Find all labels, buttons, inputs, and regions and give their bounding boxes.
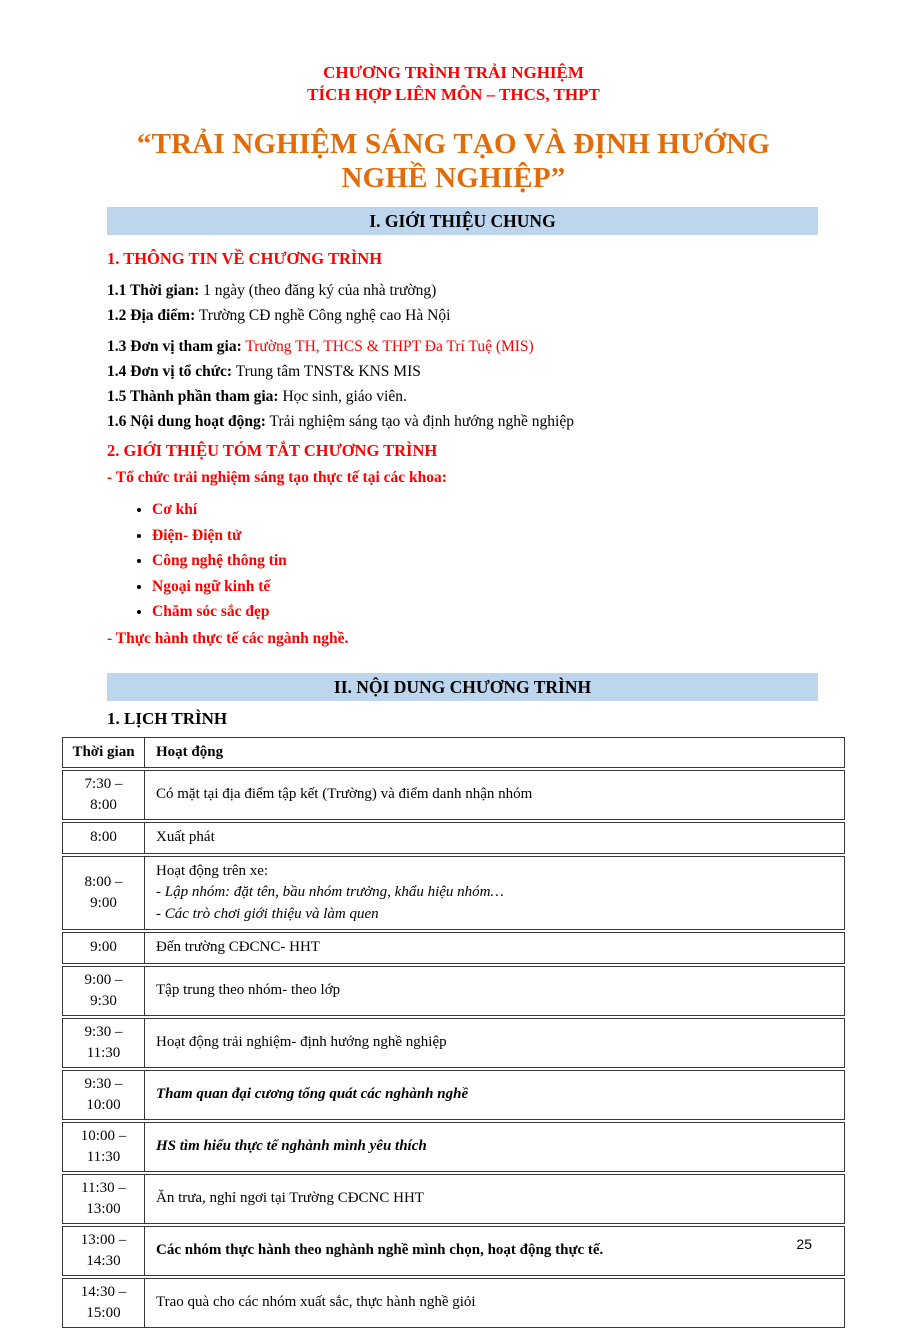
info-value: Học sinh, giáo viên.: [278, 388, 407, 405]
time-cell: [63, 1227, 145, 1275]
table-row: [62, 1122, 845, 1172]
table-row: [62, 822, 845, 854]
info-label: 1.3 Đơn vị tham gia:: [107, 338, 242, 355]
header-line-1: CHƯƠNG TRÌNH TRẢI NGHIỆM: [323, 63, 584, 82]
table-row: [62, 770, 845, 820]
main-title-line-2: NGHỀ NGHIỆP”: [341, 162, 566, 194]
info-line-location: [107, 303, 845, 328]
info-label: 1.2 Địa điểm:: [107, 307, 196, 324]
time-text: 10:00 –: [80, 1127, 127, 1144]
activity-text: Ăn trưa, nghỉ ngơi tại Trường CĐCNC HHT: [156, 1189, 424, 1206]
bullet-text: Chăm sóc sắc đẹp: [152, 603, 270, 620]
activity-text: Có mặt tại địa điểm tập kết (Trường) và điểm danh nhận nhóm: [156, 786, 533, 803]
time-cell: [63, 771, 145, 819]
activity-cell: [145, 1071, 844, 1119]
time-text: 14:30: [86, 1252, 121, 1269]
info-line-organizing-unit: [107, 359, 845, 384]
heading-program-info: 1. THÔNG TIN VỀ CHƯƠNG TRÌNH: [107, 249, 383, 268]
table-row: [62, 856, 845, 931]
time-cell: [63, 1071, 145, 1119]
time-cell: [63, 933, 145, 963]
activity-cell: [145, 823, 844, 853]
page-number: 25: [796, 1236, 812, 1252]
bullet-text: Công nghệ thông tin: [152, 552, 287, 569]
main-title: [62, 127, 845, 195]
list-item: [152, 574, 845, 600]
table-row: [62, 1070, 845, 1120]
table-row: [62, 1278, 845, 1328]
column-header-activity: Hoạt động: [156, 743, 224, 760]
time-text: 9:00: [90, 939, 117, 956]
time-cell: [63, 823, 145, 853]
activity-cell: [145, 1019, 844, 1067]
time-cell: [63, 967, 145, 1015]
info-label: 1.6 Nội dung hoạt động:: [107, 413, 266, 430]
summary-outro-line: - Thực hành thực tế các ngành nghề.: [107, 629, 349, 647]
activity-cell: [145, 1123, 844, 1171]
document-header: [62, 62, 845, 106]
heading-program-summary: 2. GIỚI THIỆU TÓM TẮT CHƯƠNG TRÌNH: [107, 441, 438, 460]
time-text: 13:00 –: [80, 1231, 127, 1248]
info-label: 1.5 Thành phần tham gia:: [107, 388, 279, 405]
list-item: [152, 497, 845, 523]
activity-cell: [145, 771, 844, 819]
activity-cell: [145, 967, 844, 1015]
time-text: 9:30 –: [84, 1075, 123, 1092]
bullet-text: Ngoại ngữ kinh tế: [152, 577, 271, 595]
header-line-2: TÍCH HỢP LIÊN MÔN – THCS, THPT: [307, 85, 600, 104]
info-value-highlighted: Trường TH, THCS & THPT Đa Trí Tuệ (MIS): [241, 338, 534, 355]
main-title-line-1: “TRẢI NGHIỆM SÁNG TẠO VÀ ĐỊNH HƯỚNG: [136, 128, 771, 160]
time-cell: [63, 1019, 145, 1067]
time-cell: [63, 1175, 145, 1223]
time-text: 10:00: [86, 1096, 121, 1113]
table-row: [62, 1018, 845, 1068]
activity-cell: [145, 857, 844, 930]
activity-text: Tham quan đại cương tổng quát các nghành nghề: [156, 1085, 469, 1102]
time-cell: [63, 857, 145, 930]
schedule-table: [62, 737, 845, 1328]
activity-cell: [145, 1279, 844, 1327]
time-cell: [63, 1123, 145, 1171]
time-text: 8:00: [90, 797, 117, 813]
time-text: 9:30: [90, 992, 117, 1009]
info-line-activity-content: [107, 409, 845, 434]
faculty-bullet-list: [62, 497, 845, 625]
info-label: 1.4 Đơn vị tổ chức:: [107, 363, 233, 380]
section-band-1: I. GIỚI THIỆU CHUNG: [107, 207, 818, 235]
time-text: 11:30 –: [81, 1179, 126, 1196]
activity-cell: [145, 1175, 844, 1223]
activity-text: - Lập nhóm: đặt tên, bầu nhóm trưởng, khẩu hiệu nhóm…: [156, 884, 504, 900]
list-item: [152, 523, 845, 549]
activity-text: Tập trung theo nhóm- theo lớp: [156, 981, 341, 998]
time-text: 9:00 –: [84, 971, 123, 988]
info-line-participating-unit: [107, 334, 845, 359]
activity-text: - Các trò chơi giới thiệu và làm quen: [156, 905, 379, 922]
activity-text: Các nhóm thực hành theo nghành nghề mình chọn, hoạt động thực tế.: [156, 1241, 604, 1258]
column-header-time: Thời gian: [63, 738, 145, 768]
time-text: 9:30 –: [84, 1023, 123, 1040]
info-value: 1 ngày (theo đăng ký của nhà trường): [199, 282, 437, 299]
activity-cell: [145, 933, 844, 963]
info-value: Trường CĐ nghề Công nghệ cao Hà Nội: [195, 307, 451, 324]
bullet-text: Cơ khí: [152, 501, 198, 518]
time-text: 9:00: [90, 894, 117, 911]
activity-text: Trao quà cho các nhóm xuất sắc, thực hành nghề giỏi: [156, 1293, 476, 1310]
info-value: Trải nghiệm sáng tạo và định hướng nghề nghiệp: [265, 413, 574, 430]
activity-text: Hoạt động trải nghiệm- định hướng nghề nghiệp: [156, 1033, 447, 1050]
list-item: [152, 548, 845, 574]
time-cell: [63, 1279, 145, 1327]
activity-text: Xuất phát: [156, 829, 215, 845]
document-body: [62, 0, 845, 1328]
bullet-text: Điện- Điện tử: [152, 526, 242, 544]
schedule-title: 1. LỊCH TRÌNH: [107, 708, 228, 728]
info-value: Trung tâm TNST& KNS MIS: [232, 363, 421, 380]
summary-intro-line: - Tổ chức trải nghiệm sáng tạo thực tế tại các khoa:: [107, 469, 447, 486]
time-text: 11:30: [86, 1148, 121, 1165]
time-text: 14:30 –: [80, 1283, 127, 1300]
table-row: [62, 966, 845, 1016]
section-band-2: II. NỘI DUNG CHƯƠNG TRÌNH: [107, 673, 818, 701]
info-label: 1.1 Thời gian:: [107, 282, 200, 299]
table-row: [62, 1226, 845, 1276]
time-text: 11:30: [86, 1044, 121, 1061]
activity-text: HS tìm hiểu thực tế nghành mình yêu thích: [156, 1137, 427, 1154]
activity-text: Hoạt động trên xe:: [156, 862, 269, 879]
list-item: [152, 599, 845, 625]
info-line-participants: [107, 384, 845, 409]
table-row: [62, 1174, 845, 1224]
time-text: 7:30 –: [84, 776, 123, 792]
program-info-list: [107, 278, 845, 434]
table-header-row: [62, 737, 845, 769]
time-text: 15:00: [86, 1304, 121, 1321]
activity-text: Đến trường CĐCNC- HHT: [156, 939, 320, 955]
info-line-time: [107, 278, 845, 303]
time-text: 13:00: [86, 1200, 121, 1217]
time-text: 8:00: [90, 829, 117, 846]
table-row: [62, 932, 845, 964]
activity-cell: [145, 1227, 844, 1275]
time-text: 8:00 –: [84, 873, 123, 890]
